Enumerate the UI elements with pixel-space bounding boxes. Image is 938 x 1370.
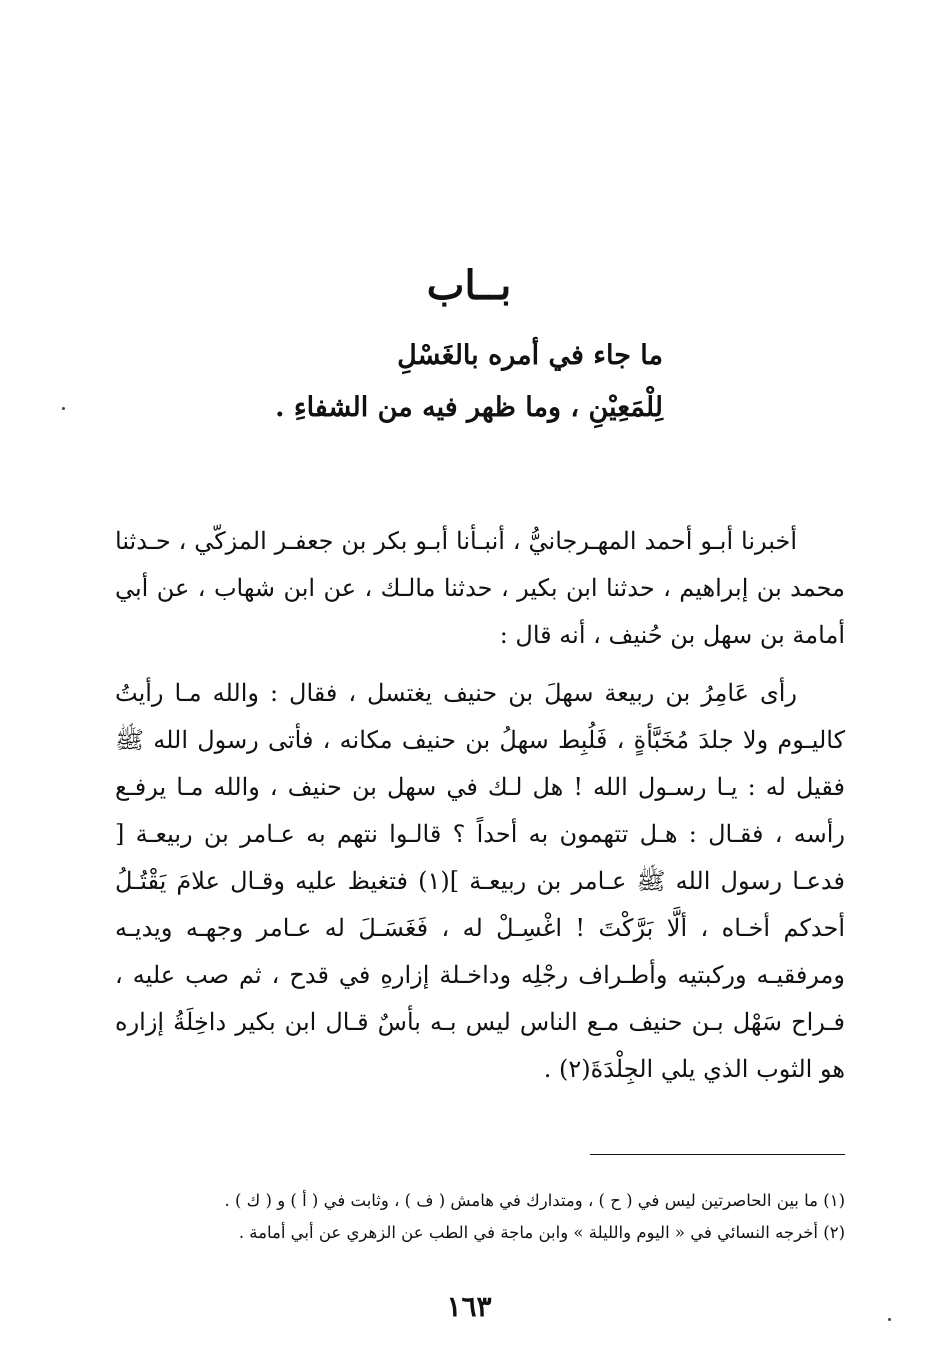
chapter-title-line-2: لِلْمَعِيْنِ ، وما ظهر فيه من الشفاءِ . <box>275 392 663 423</box>
scan-speck <box>888 1318 891 1321</box>
chapter-title <box>243 330 663 434</box>
chapter-label: بــاب <box>426 262 512 309</box>
footnote-divider <box>590 1154 845 1155</box>
footnote-1: (١) ما بين الحاصرتين ليس في ( ح ) ، ومتدارك في هامش ( ف ) ، وثابت في ( أ ) و ( ك ) . <box>224 1191 845 1210</box>
hadith-paragraph: رأى عَامِرُ بن ربيعة سهلَ بن حنيف يغتسل ، فقال : والله مـا رأيتُ كاليـوم ولا جلدَ مُخَبَّأةٍ ، فَلُبِط سهلُ بن حنيف مكانه ، فأتى رسول الله ﷺ فقيل له : يـا رسـول الله ! هل لـك في سهل بن حنيف ، والله مـا يرفـع رأسه ، فقـال : هـل تتهمون به أحداً ؟ قالـوا نتهم به عـامر بن ربيعـة [ فدعـا رسول الله ﷺ عـامر بن ربيعـة ](١) فتغيظ عليه وقـال علامَ يَقْتُـلُ أحدكم أخـاه ، ألَّا بَرَّكْتَ ! اغْسِـلْ له ، فَغَسَـلَ له عـامر وجهـه ويديـه ومرفقيـه وركبتيه وأطـراف رجْلِه وداخـلة إزارهِ في قدح ، ثم صب عليه ، فـراح سَهْل بـن حنيف مـع الناس ليس بـه بأسٌ قـال ابن بكير داخِلَةُ إزاره هو الثوب الذي يلي الجِلْدَةَ(٢) . <box>115 679 845 1083</box>
chapter-title-line-1: ما جاء في أمره بالغَسْلِ <box>397 340 663 371</box>
footnote-2: (٢) أخرجه النسائي في « اليوم والليلة » وابن ماجة في الطب عن الزهري عن أبي أمامة . <box>238 1223 845 1242</box>
page-number: ١٦٣ <box>446 1290 492 1323</box>
footnotes <box>115 1185 845 1249</box>
isnad-paragraph: أخبرنا أبـو أحمد المهـرجانيُّ ، أنبـأنا أبـو بكر بن جعفـر المزكّي ، حـدثنا محمد بن إبراهيم ، حدثنا ابن بكير ، حدثنا مالـك ، عن ابن شهاب ، عن أبي أمامة بن سهل بن حُنيف ، أنه قال : <box>115 527 845 649</box>
scan-speck <box>62 407 65 410</box>
